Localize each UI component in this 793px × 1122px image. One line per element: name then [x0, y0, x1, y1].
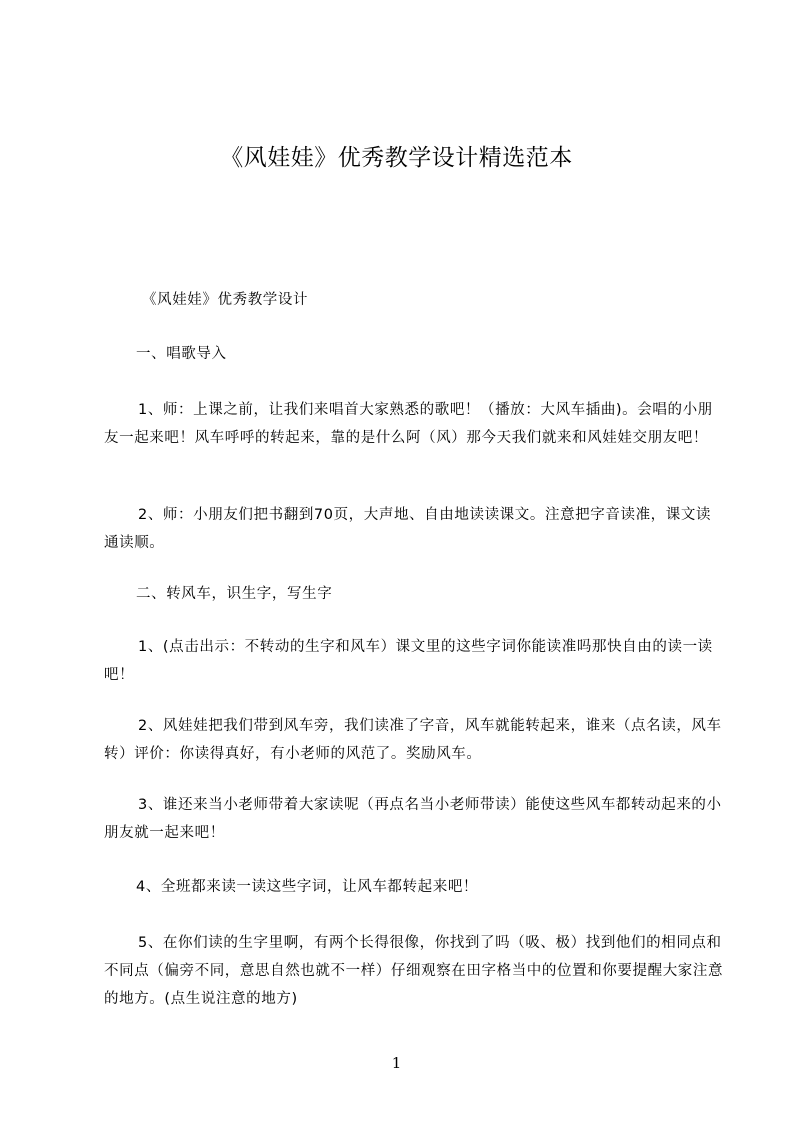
paragraph: 1、师：上课之前，让我们来唱首大家熟悉的歌吧！（播放：大风车插曲)。会唱的小朋友一起来吧！风车呼呼的转起来，靠的是什么阿（风）那今天我们就来和风娃娃交朋友吧！	[104, 402, 713, 446]
paragraph: 2、风娃娃把我们带到风车旁，我们读准了字音，风车就能转起来，谁来（点名读，风车转）评价：你读得真好，有小老师的风范了。奖励风车。	[104, 718, 722, 762]
paragraph: 2、师：小朋友们把书翻到70页，大声地、自由地读读课文。注意把字音读准，课文读通读顺。	[104, 507, 712, 551]
page-number: 1	[391, 1054, 402, 1072]
paragraph: 3、谁还来当小老师带着大家读呢（再点名当小老师带读）能使这些风车都转动起来的小朋友就一起来吧！	[104, 797, 722, 841]
document-title: 《风娃娃》优秀教学设计精选范本	[220, 145, 573, 171]
section-heading: 一、唱歌导入	[136, 346, 227, 362]
section-heading: 二、转风车，识生字，写生字	[136, 586, 333, 602]
document-subtitle: 《风娃娃》优秀教学设计	[142, 292, 309, 308]
paragraph: 1、(点击出示：不转动的生字和风车）课文里的这些字词你能读准吗那快自由的读一读吧！	[104, 639, 713, 683]
paragraph: 5、在你们读的生字里啊，有两个长得很像，你找到了吗（吸、极）找到他们的相同点和不同点（偏旁不同，意思自然也就不一样）仔细观察在田字格当中的位置和你要提醒大家注意的地方。(点生说注意的地方)	[104, 935, 724, 1007]
paragraph: 4、全班都来读一读这些字词，让风车都转起来吧！	[136, 879, 479, 895]
